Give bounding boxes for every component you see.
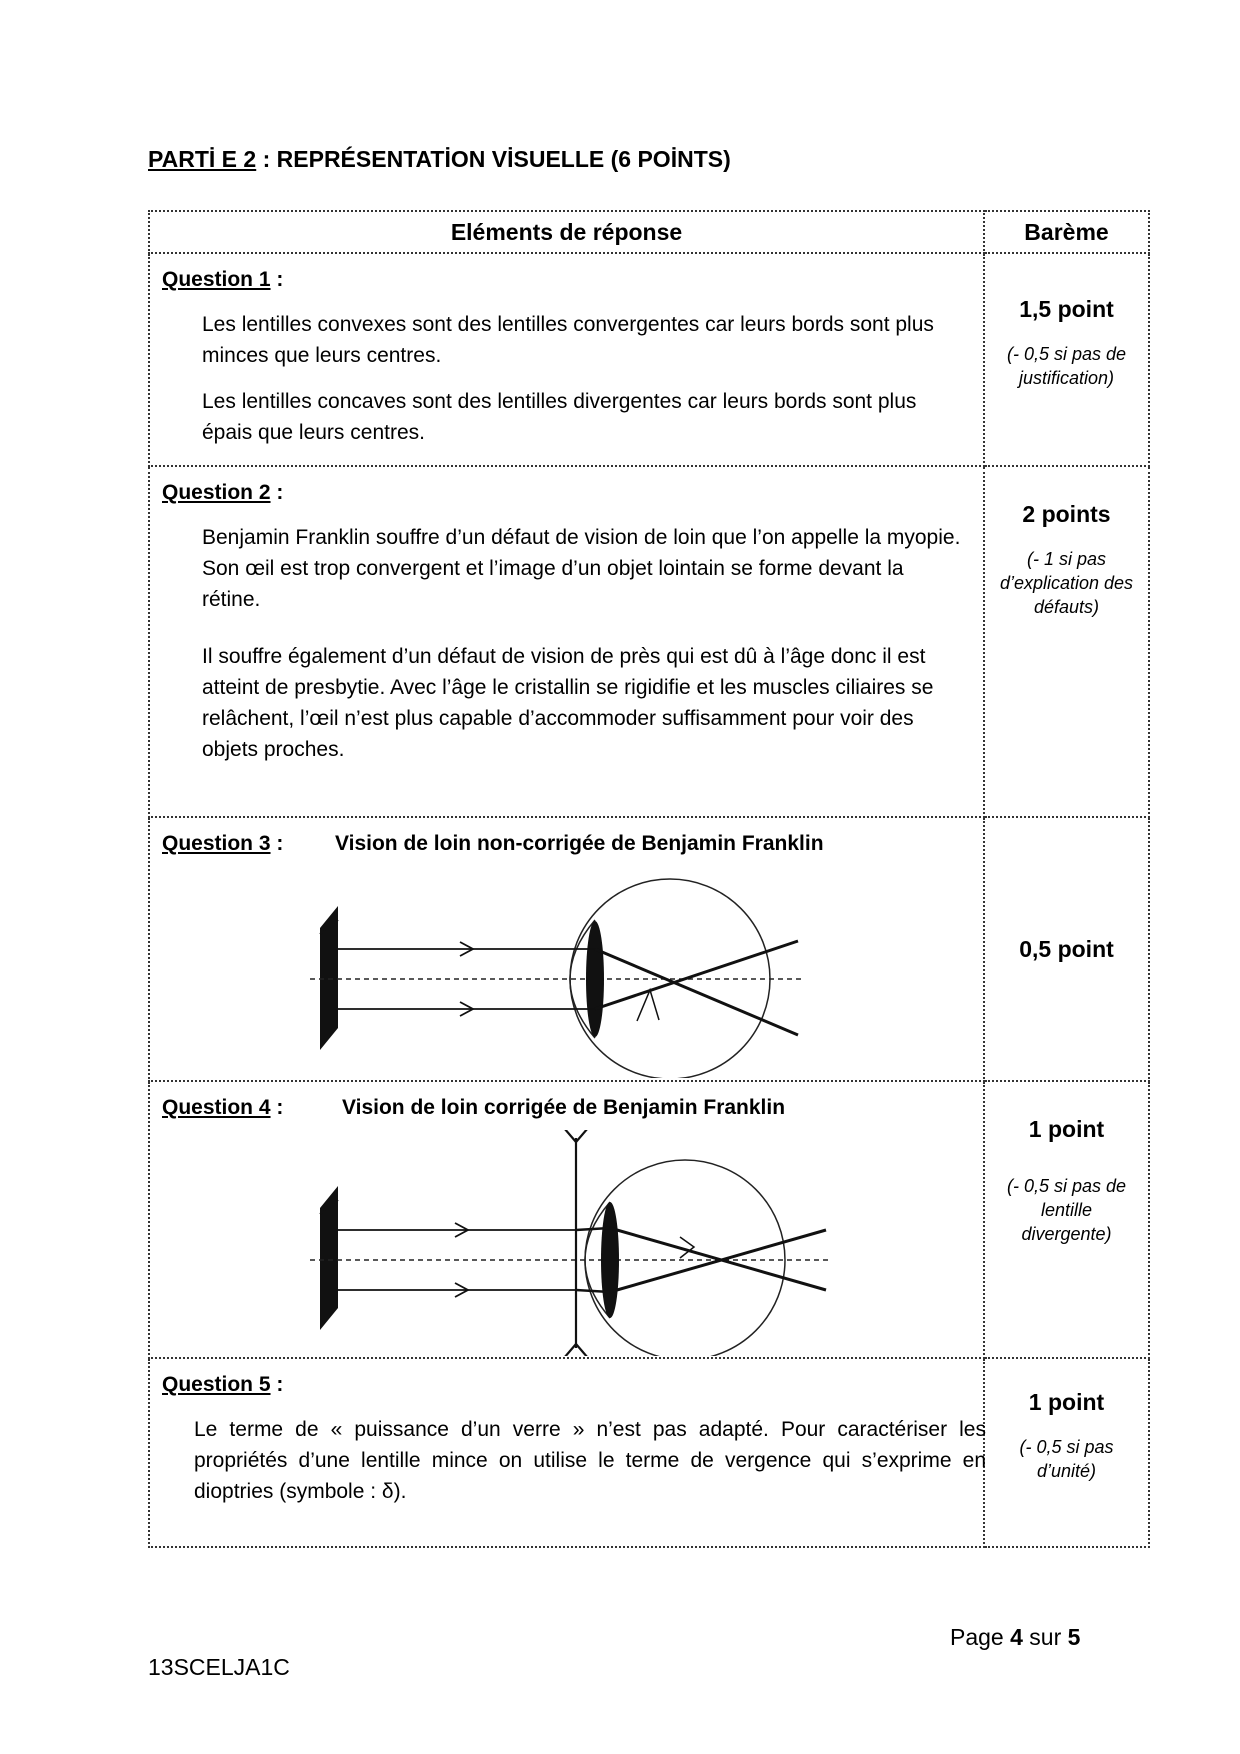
answer-table <box>148 210 1150 1548</box>
question-3-score-cell <box>984 817 1149 1081</box>
question-4-score-cell <box>984 1081 1149 1358</box>
document-code: 13SCELJA1C <box>148 1654 290 1680</box>
converging-lens-icon <box>601 1202 619 1318</box>
question-3-points: 0,5 point <box>1019 936 1114 962</box>
page-current: 4 <box>1010 1624 1023 1650</box>
question-2-paragraph-2: Il souffre également d’un défaut de vision de près qui est dû à l’âge donc il est atteint de presbytie. Avec l’âge le cristallin se rigidifie et les muscles ciliaires se relâchent, l’œil n’est plus capable d’accommoder suffisamment pour voir des objets proches. <box>202 645 934 761</box>
question-1-label: Question 1 <box>162 268 271 291</box>
question-2-colon: : <box>270 481 284 504</box>
question-2-label: Question 2 <box>162 481 271 504</box>
question-1-colon: : <box>270 268 284 291</box>
question-4-colon: : <box>270 1096 284 1119</box>
page-total: 5 <box>1067 1624 1081 1650</box>
part-heading: : REPRÉSENTATİON VİSUELLE (6 POİNTS) <box>256 146 731 172</box>
question-5-label: Question 5 <box>162 1373 271 1396</box>
page-number <box>950 1624 1080 1651</box>
question-1-note: (- 0,5 si pas de justification) <box>1006 344 1127 388</box>
question-2-note: (- 1 si pas d’explication des défauts) <box>999 549 1134 617</box>
question-2-score-cell <box>984 466 1149 817</box>
question-4-points: 1 point <box>1028 1116 1105 1142</box>
question-3-cell <box>149 817 984 1081</box>
part-label: PARTİ E 2 <box>148 146 257 172</box>
page-mid: sur <box>1022 1624 1068 1650</box>
question-5-points: 1 point <box>1028 1389 1105 1415</box>
uncorrected-vision-diagram <box>290 878 850 1078</box>
question-1-points: 1,5 point <box>1019 296 1114 322</box>
question-5-note: (- 0,5 si pas d’unité) <box>1019 1437 1114 1481</box>
col-header-bareme: Barème <box>984 211 1149 253</box>
question-3-heading <box>162 832 283 856</box>
corrected-vision-diagram <box>290 1130 870 1356</box>
part-title <box>148 146 731 173</box>
question-5-paragraph-1: Le terme de « puissance d’un verre » n’est pas adapté. Pour caractériser les propriétés d’une lentille mince on utilise le terme de vergence qui s’exprime en dioptries (symbole : δ). <box>194 1418 986 1503</box>
question-4-heading <box>162 1096 283 1120</box>
object-icon <box>320 906 338 1050</box>
question-3-title: Vision de loin non-corrigée de Benjamin Franklin <box>335 832 824 855</box>
question-1-score-cell <box>984 253 1149 466</box>
object-icon <box>320 1186 338 1330</box>
question-2-cell <box>149 466 984 817</box>
question-5-colon: : <box>270 1373 284 1396</box>
col-header-elements: Eléments de réponse <box>149 211 984 253</box>
question-1-heading <box>162 268 283 292</box>
question-1-paragraph-2: Les lentilles concaves sont des lentilles divergentes car leurs bords sont plus épais que leurs centres. <box>202 390 917 444</box>
question-4-title: Vision de loin corrigée de Benjamin Franklin <box>342 1096 786 1119</box>
converging-lens-icon <box>586 921 604 1037</box>
page-prefix: Page <box>950 1624 1011 1650</box>
question-3-label: Question 3 <box>162 832 271 855</box>
question-5-heading <box>162 1373 283 1397</box>
question-4-cell <box>149 1081 984 1358</box>
question-5-cell <box>149 1358 984 1547</box>
question-3-colon: : <box>270 832 284 855</box>
question-2-points: 2 points <box>1022 501 1111 527</box>
question-2-paragraph-1: Benjamin Franklin souffre d’un défaut de vision de loin que l’on appelle la myopie. Son œil est trop convergent et l’image d’un objet lointain se forme devant la rétine. <box>202 526 961 611</box>
question-2-heading <box>162 481 283 505</box>
question-4-label: Question 4 <box>162 1096 271 1119</box>
question-1-cell <box>149 253 984 466</box>
question-4-note: (- 0,5 si pas de lentille divergente) <box>1006 1176 1127 1244</box>
question-5-score-cell <box>984 1358 1149 1547</box>
light-rays <box>338 941 798 1035</box>
question-1-paragraph-1: Les lentilles convexes sont des lentilles convergentes car leurs bords sont plus minces que leurs centres. <box>202 313 934 367</box>
diverging-lens-icon <box>564 1130 588 1356</box>
